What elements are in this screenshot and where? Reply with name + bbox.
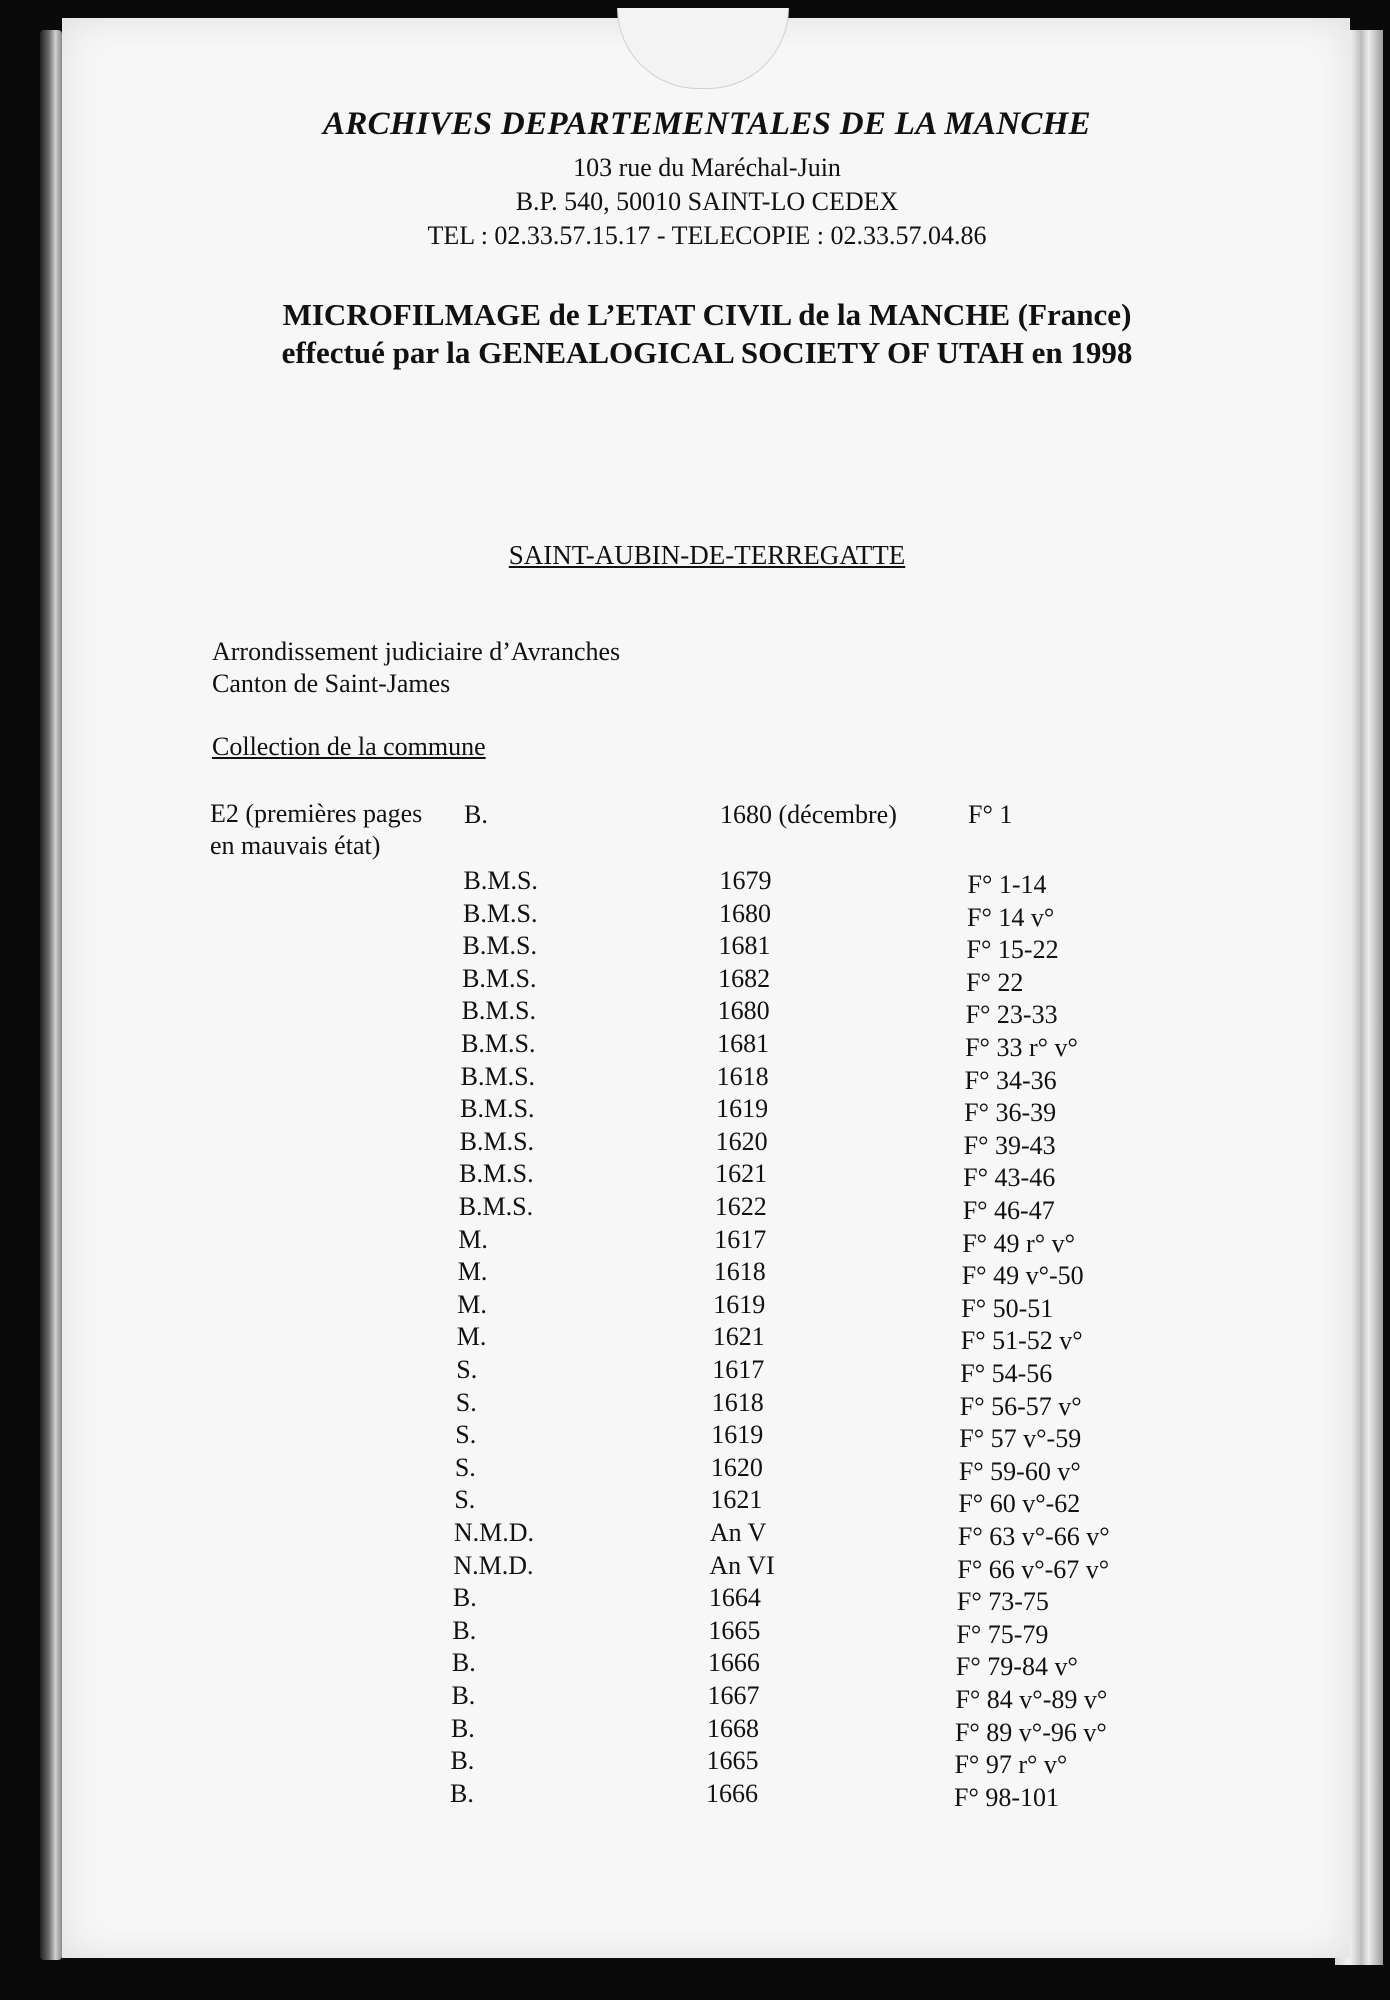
entry-type: B.M.S. [463, 898, 538, 928]
entry-folio: F° 36-39 [964, 1098, 1057, 1128]
entry-type: B. [450, 1713, 475, 1743]
commune-title: SAINT-AUBIN-DE-TERREGATTE [508, 540, 906, 570]
entry-year: 1618 [711, 1387, 764, 1417]
entry-year: 1664 [708, 1583, 761, 1613]
entry-folio: F° 75-79 [956, 1619, 1049, 1649]
entry-folio: F° 66 v°-67 v° [957, 1554, 1110, 1584]
entry-type: S. [455, 1420, 477, 1450]
entry-folio: F° 15-22 [966, 935, 1059, 965]
entry-folio: F° 39-43 [963, 1130, 1056, 1160]
entry-folio: F° 50-51 [961, 1293, 1054, 1323]
entry-year: 1680 (décembre) [720, 800, 897, 829]
entry-year: 1621 [712, 1322, 765, 1352]
entry-type: B.M.S. [459, 1126, 535, 1156]
entry-folio: F° 84 v°-89 v° [955, 1685, 1108, 1714]
film-edge-left [40, 30, 62, 1960]
entry-year: 1680 [719, 898, 772, 928]
address-postal: B.P. 540, 50010 SAINT-LO CEDEX [515, 187, 899, 216]
entry-year: 1668 [706, 1713, 759, 1743]
entry-year: 1619 [711, 1420, 764, 1450]
entry-type: M. [457, 1257, 488, 1287]
document-page [62, 18, 1350, 1958]
entry-folio: F° 46-47 [962, 1196, 1055, 1225]
arrondissement-text: Arrondissement judiciaire d’Avranches [212, 637, 621, 666]
microfilm-heading [62, 296, 1352, 372]
microfilm-line-1: MICROFILMAGE de L’ETAT CIVIL de la MANCHE (France) [282, 297, 1132, 332]
series-label-line-1: E2 (premières pages [210, 799, 423, 828]
entry-type: N.M.D. [453, 1550, 534, 1580]
entry-year: 1681 [718, 931, 771, 961]
entry-folio: F° 43-46 [963, 1163, 1056, 1193]
entry-folio: F° 60 v°-62 [958, 1489, 1081, 1519]
entry-folio: F° 49 v°-50 [961, 1261, 1084, 1291]
entry-year: 1618 [713, 1257, 766, 1287]
microfilm-line-2: effectué par la GENEALOGICAL SOCIETY OF UTAH en 1998 [281, 335, 1133, 370]
entry-year: 1621 [710, 1485, 763, 1515]
entry-year: 1680 [717, 996, 770, 1026]
entry-folio: F° 22 [966, 967, 1024, 997]
canton-text: Canton de Saint-James [212, 669, 451, 698]
entry-type: B.M.S. [462, 931, 537, 961]
entry-year: 1622 [714, 1192, 767, 1221]
phone-fax-line: TEL : 02.33.57.15.17 - TELECOPIE : 02.33.57.04.86 [427, 221, 987, 250]
entry-folio: F° 51-52 v° [960, 1326, 1083, 1356]
archive-header [62, 106, 1352, 253]
entry-type: N.M.D. [453, 1518, 535, 1547]
entry-type: B.M.S. [461, 1029, 536, 1058]
entry-type: B. [450, 1778, 474, 1808]
entry-type: B.M.S. [461, 996, 536, 1026]
entry-type: B.M.S. [458, 1192, 534, 1221]
jurisdiction-block [212, 636, 620, 700]
entry-folio: F° 49 r° v° [962, 1228, 1076, 1258]
entry-year: An VI [709, 1550, 775, 1580]
entry-folio: F° 1 [968, 800, 1013, 829]
entry-type: S. [456, 1355, 478, 1384]
punch-hole-cutout [617, 8, 789, 89]
entry-folio: F° 63 v°-66 v° [957, 1522, 1110, 1551]
entry-folio: F° 98-101 [954, 1782, 1060, 1812]
entry-type: S. [455, 1387, 477, 1417]
series-label-line-2: en mauvais état) [210, 831, 381, 860]
entry-year: 1679 [719, 866, 772, 895]
entry-folio: F° 57 v°-59 [959, 1424, 1082, 1454]
entry-folio: F° 89 v°-96 v° [954, 1717, 1107, 1747]
entry-folio: F° 34-36 [964, 1065, 1057, 1095]
entry-type: M. [457, 1289, 487, 1319]
entry-year: 1621 [715, 1159, 768, 1189]
entry-year: 1665 [708, 1615, 761, 1645]
entry-type: B.M.S. [463, 866, 538, 895]
entry-folio: F° 23-33 [965, 1000, 1058, 1030]
entry-type: B.M.S. [459, 1159, 534, 1189]
collection-heading: Collection de la commune [212, 732, 486, 761]
entry-type: B.M.S. [462, 963, 537, 993]
series-label [210, 798, 422, 862]
entry-year: 1618 [716, 1061, 769, 1091]
entry-folio: F° 59-60 v° [958, 1456, 1081, 1486]
entry-folio: F° 1-14 [967, 870, 1047, 899]
entry-type: S. [454, 1452, 476, 1482]
entry-year: 1665 [706, 1746, 759, 1776]
entry-year: 1666 [707, 1648, 760, 1678]
entry-year: 1619 [713, 1289, 766, 1319]
entry-folio: F° 97 r° v° [954, 1750, 1068, 1780]
entry-type: B. [451, 1648, 476, 1678]
entry-type: M. [456, 1322, 487, 1352]
entry-folio: F° 14 v° [967, 902, 1055, 932]
entry-folio: F° 79-84 v° [955, 1652, 1078, 1682]
entry-year: 1682 [718, 963, 771, 993]
entry-type: M. [458, 1224, 488, 1254]
entry-type: B.M.S. [460, 1094, 535, 1124]
entry-type: B. [452, 1583, 477, 1613]
entry-year: 1620 [710, 1452, 763, 1482]
entry-type: B. [464, 800, 488, 829]
entry-year: An V [709, 1518, 767, 1547]
entry-type: B. [451, 1681, 476, 1710]
entry-year: 1617 [714, 1224, 767, 1254]
entry-folio: F° 54-56 [960, 1359, 1053, 1388]
entry-year: 1666 [706, 1778, 758, 1808]
entry-type: B.M.S. [460, 1061, 536, 1091]
entry-folio: F° 73-75 [956, 1587, 1049, 1617]
archive-title: ARCHIVES DEPARTEMENTALES DE LA MANCHE [323, 106, 1091, 142]
entry-year: 1619 [716, 1094, 769, 1124]
entry-year: 1681 [717, 1029, 770, 1058]
entry-folio: F° 56-57 v° [959, 1391, 1082, 1421]
address-street: 103 rue du Maréchal-Juin [573, 153, 841, 182]
entry-type: B. [450, 1746, 475, 1776]
entry-year: 1617 [712, 1355, 765, 1384]
entry-type: S. [454, 1485, 476, 1515]
entry-folio: F° 33 r° v° [965, 1033, 1078, 1062]
entry-year: 1620 [715, 1126, 768, 1156]
entry-year: 1667 [707, 1681, 760, 1710]
entry-type: B. [452, 1615, 477, 1645]
